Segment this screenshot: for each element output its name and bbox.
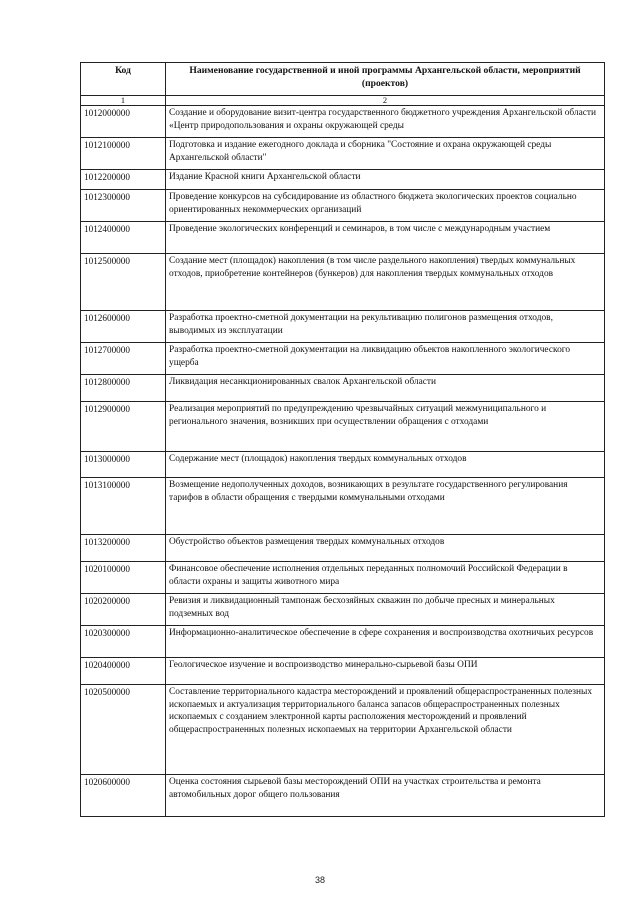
table-row (81, 138, 605, 170)
table-row (81, 658, 605, 685)
header-code: Код (81, 63, 166, 96)
row-name: Финансовое обеспечение исполнения отдельных переданных полномочий Российской Федерации в области охраны и защиты животного мира (166, 562, 605, 594)
header-name: Наименование государственной и иной программы Архангельской области, мероприятий (проектов) (166, 63, 605, 96)
row-code: 1012600000 (81, 311, 166, 343)
row-name: Обустройство объектов размещения твердых коммунальных отходов (166, 535, 605, 562)
row-code: 1020500000 (81, 685, 166, 775)
row-name: Ликвидация несанкционированных свалок Архангельской области (166, 375, 605, 402)
row-name: Ревизия и ликвидационный тампонаж бесхозяйных скважин по добыче пресных и минеральных подземных вод (166, 594, 605, 626)
row-code: 1012300000 (81, 190, 166, 222)
table-row (81, 562, 605, 594)
row-name: Издание Красной книги Архангельской области (166, 170, 605, 190)
table-row (81, 402, 605, 452)
row-code: 1020300000 (81, 626, 166, 658)
column-number-name: 2 (166, 96, 605, 106)
row-code: 1020600000 (81, 775, 166, 817)
row-code: 1013000000 (81, 452, 166, 478)
row-code: 1013100000 (81, 478, 166, 535)
table-row (81, 478, 605, 535)
row-code: 1012700000 (81, 343, 166, 375)
column-numbering-row (81, 96, 605, 106)
row-code: 1012500000 (81, 254, 166, 311)
row-name: Создание мест (площадок) накопления (в том числе раздельного накопления) твердых коммунальных отходов, приобретение контейнеров (бункеров) для накопления твердых коммунальных отходов (166, 254, 605, 311)
column-number-code: 1 (81, 96, 166, 106)
table-row (81, 375, 605, 402)
table-header-row (81, 63, 605, 96)
table-row (81, 170, 605, 190)
row-code: 1012000000 (81, 106, 166, 138)
table-row (81, 626, 605, 658)
row-code: 1020200000 (81, 594, 166, 626)
row-name: Возмещение недополученных доходов, возникающих в результате государственного регулирования тарифов в области обращения с твердыми коммунальными отходами (166, 478, 605, 535)
table-row (81, 685, 605, 775)
row-name: Содержание мест (площадок) накопления твердых коммунальных отходов (166, 452, 605, 478)
table-row (81, 311, 605, 343)
row-name: Реализация мероприятий по предупреждению чрезвычайных ситуаций межмуниципального и регионального значения, возникших при осуществлении обращения с отходами (166, 402, 605, 452)
row-code: 1012400000 (81, 222, 166, 254)
row-code: 1012900000 (81, 402, 166, 452)
table-row (81, 254, 605, 311)
table-row (81, 452, 605, 478)
row-name: Оценка состояния сырьевой базы месторождений ОПИ на участках строительства и ремонта автомобильных дорог общего пользования (166, 775, 605, 817)
row-code: 1012100000 (81, 138, 166, 170)
row-name: Создание и оборудование визит-центра государственного бюджетного учреждения Архангельской области «Центр природопользования и охраны окружающей среды (166, 106, 605, 138)
row-name: Информационно-аналитическое обеспечение в сфере сохранения и воспроизводства охотничьих ресурсов (166, 626, 605, 658)
programs-table (80, 62, 605, 817)
row-code: 1012800000 (81, 375, 166, 402)
table-row (81, 343, 605, 375)
row-name: Составление территориального кадастра месторождений и проявлений общераспространенных полезных ископаемых и актуализация территориального баланса запасов общераспространенных полезных ископаемых с созданием электронной карты расположения месторождений и проявлений общераспространенных полезных ископаемых на территории Архангельской области (166, 685, 605, 775)
row-name: Подготовка и издание ежегодного доклада и сборника "Состояние и охрана окружающей среды Архангельской области" (166, 138, 605, 170)
table-row (81, 190, 605, 222)
row-name: Проведение экологических конференций и семинаров, в том числе с международным участием (166, 222, 605, 254)
row-code: 1020100000 (81, 562, 166, 594)
row-name: Разработка проектно-сметной документации на рекультивацию полигонов размещения отходов, выводимых из эксплуатации (166, 311, 605, 343)
table-body (81, 106, 605, 817)
table-row (81, 535, 605, 562)
table-row (81, 222, 605, 254)
row-code: 1012200000 (81, 170, 166, 190)
table-row (81, 775, 605, 817)
row-code: 1013200000 (81, 535, 166, 562)
page-number: 38 (314, 875, 325, 885)
row-name: Разработка проектно-сметной документации на ликвидацию объектов накопленного экологического ущерба (166, 343, 605, 375)
table-row (81, 106, 605, 138)
row-name: Геологическое изучение и воспроизводство минерально-сырьевой базы ОПИ (166, 658, 605, 685)
row-name: Проведение конкурсов на субсидирование из областного бюджета экологических проектов социально ориентированных некоммерческих организаций (166, 190, 605, 222)
row-code: 1020400000 (81, 658, 166, 685)
table-row (81, 594, 605, 626)
